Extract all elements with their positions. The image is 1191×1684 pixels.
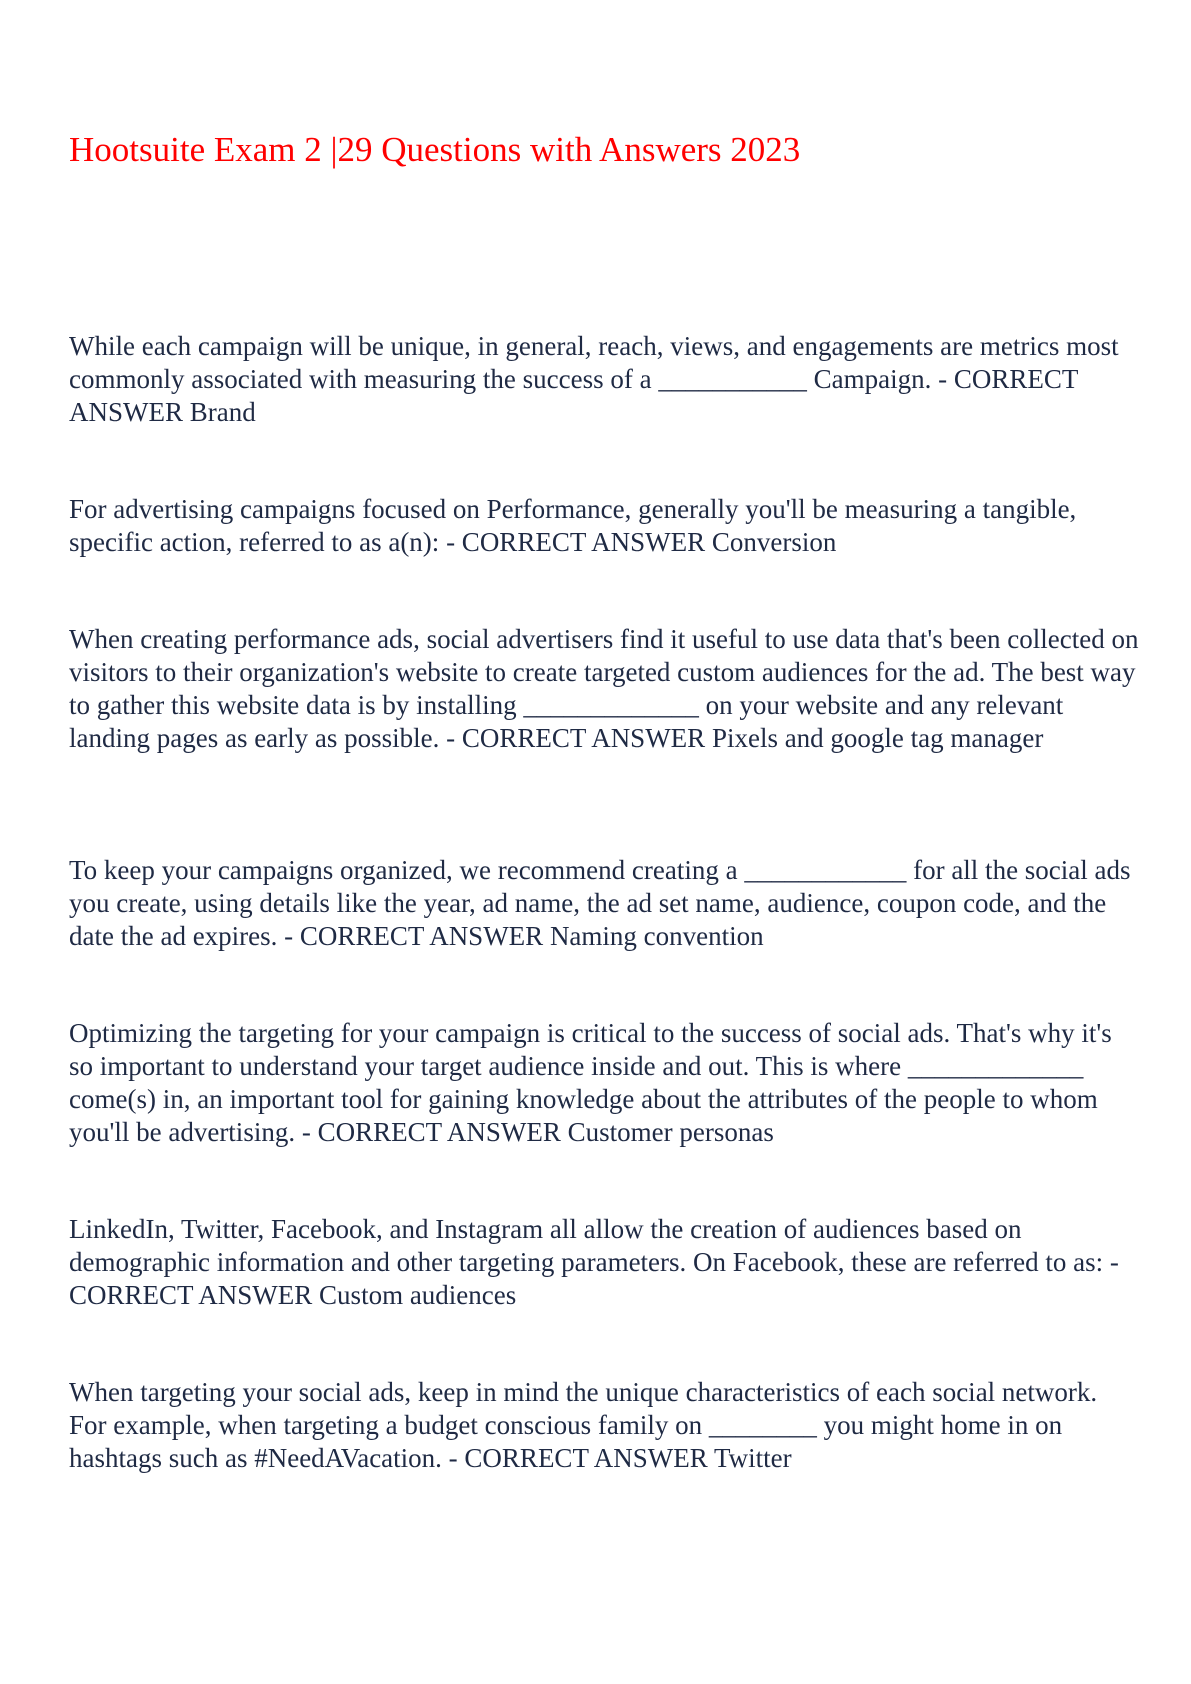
question-text: While each campaign will be unique, in general, reach, views, and engagements are metrics most commonly associated with measuring the success of a ___________ Campaign.	[69, 331, 1119, 394]
qa-item	[69, 854, 1139, 953]
qa-item	[69, 1213, 1139, 1312]
question-text: LinkedIn, Twitter, Facebook, and Instagram all allow the creation of audiences based on demographic information and other targeting parameters. On Facebook, these are referred to as:	[69, 1214, 1104, 1277]
answer-text: Conversion	[711, 527, 837, 557]
answer-text: Custom audiences	[319, 1280, 517, 1310]
qa-item	[69, 1376, 1139, 1475]
document-title: Hootsuite Exam 2 |29 Questions with Answers 2023	[69, 130, 801, 169]
answer-label: - CORRECT ANSWER	[448, 1443, 708, 1473]
answer-text: Naming convention	[549, 921, 764, 951]
answer-label: - CORRECT ANSWER	[284, 921, 544, 951]
answer-label: - CORRECT ANSWER	[69, 364, 1078, 427]
qa-item	[69, 1017, 1139, 1149]
question-text: For advertising campaigns focused on Performance, generally you'll be measuring a tangible, specific action, referred to as a(n):	[69, 494, 1077, 557]
answer-label: - CORRECT ANSWER	[301, 1117, 561, 1147]
answer-text: Customer personas	[567, 1117, 774, 1147]
answer-label: - CORRECT ANSWER	[69, 1247, 1119, 1310]
answer-label: - CORRECT ANSWER	[446, 527, 706, 557]
question-text: Optimizing the targeting for your campaign is critical to the success of social ads. That's why it's so important to understand your target audience inside and out. This is where _____________ come(s) in, an important tool for gaining knowledge about the attributes of the people to whom you'll be advertising.	[69, 1018, 1112, 1147]
qa-item	[69, 623, 1139, 755]
question-text: When creating performance ads, social advertisers find it useful to use data that's been collected on visitors to their organization's website to create targeted custom audiences for the ad. The best way to gather this website data is by installing _____________ on your website and any relevant landing pages as early as possible.	[69, 624, 1139, 753]
answer-text: Pixels and google tag manager	[711, 723, 1044, 753]
question-text: When targeting your social ads, keep in mind the unique characteristics of each social network. For example, when targeting a budget conscious family on ________ you might home in on hashtags such as #NeedAVacation.	[69, 1377, 1098, 1473]
answer-label: - CORRECT ANSWER	[446, 723, 706, 753]
qa-item	[69, 493, 1139, 559]
answer-text: Brand	[189, 397, 256, 427]
question-text: To keep your campaigns organized, we recommend creating a ____________ for all the social ads you create, using details like the year, ad name, the ad set name, audience, coupon code, and the date the ad expires.	[69, 855, 1131, 951]
answer-text: Twitter	[713, 1443, 792, 1473]
qa-item	[69, 330, 1139, 429]
